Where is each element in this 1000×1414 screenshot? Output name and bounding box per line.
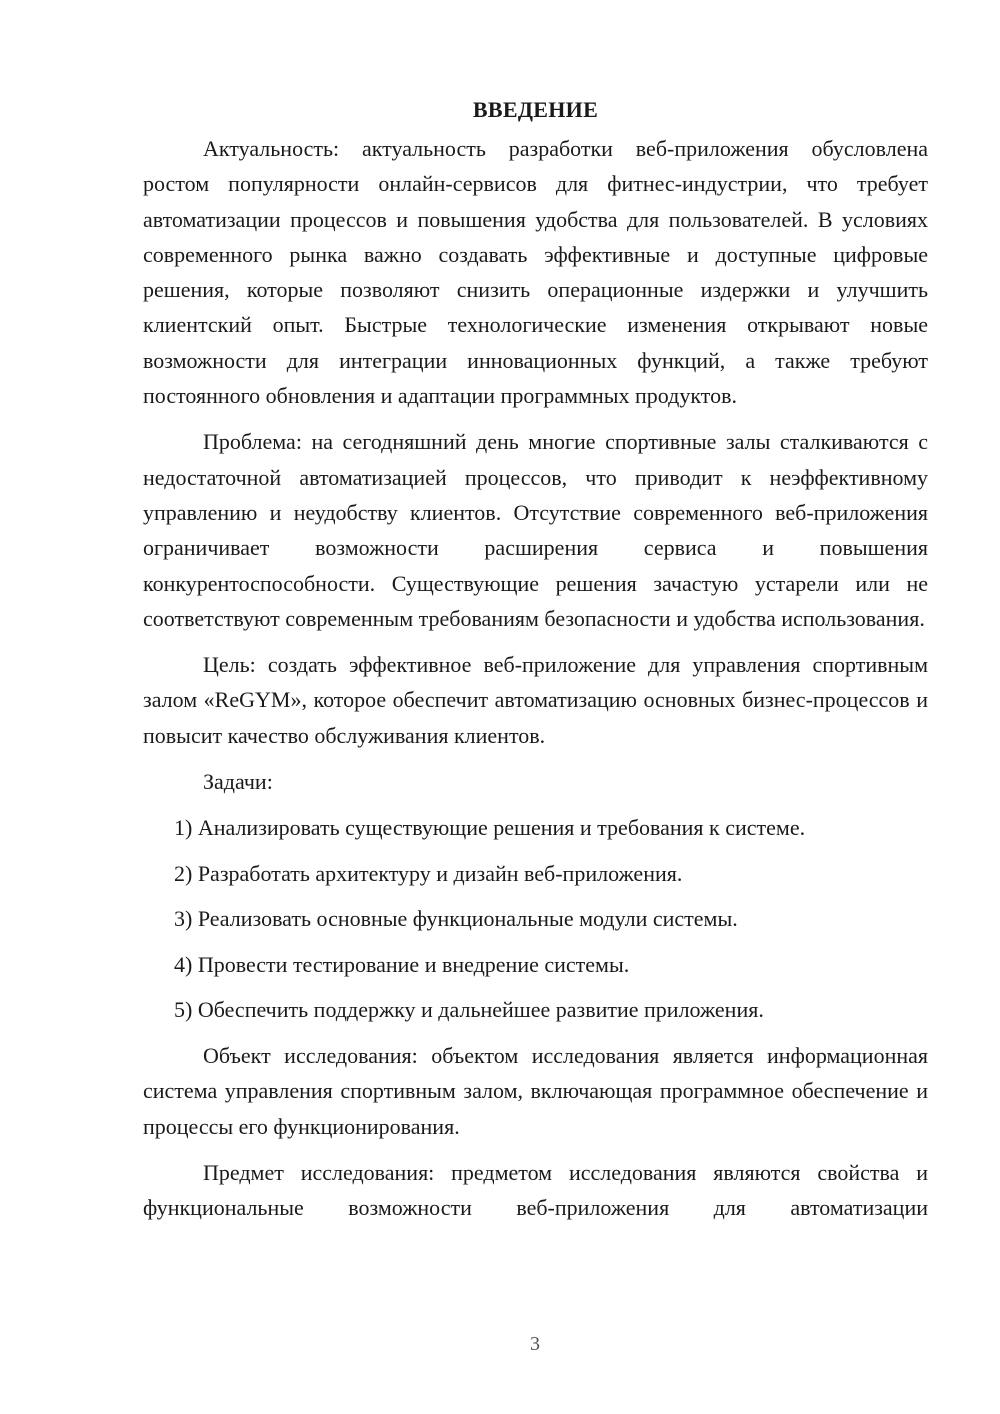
task-item: 3) Реализовать основные функциональные модули системы.: [174, 906, 738, 932]
task-list: [143, 810, 928, 1027]
task-item: 2) Разработать архитектуру и дизайн веб-приложения.: [174, 860, 683, 886]
document-page: [143, 92, 928, 1237]
page-number: 3: [530, 1333, 540, 1355]
paragraph-relevance: Актуальность: актуальность разработки веб-приложения обусловлена ростом популярности онлайн-сервисов для фитнес-индустрии, что требует автоматизации процессов и повышения удобства для пользователей. В условиях современного рынка важно создавать эффективные и доступные цифровые решения, которые позволяют снизить операционные издержки и улучшить клиентский опыт. Быстрые технологические изменения открывают новые возможности для интеграции инновационных функций, а также требуют постоянного обновления и адаптации программных продуктов.: [143, 136, 928, 409]
paragraph-object: Объект исследования: объектом исследования является информационная система управления спортивным залом, включающая программное обеспечение и процессы его функционирования.: [143, 1043, 928, 1139]
paragraph-goal: Цель: создать эффективное веб-приложение для управления спортивным залом «ReGYM», которое обеспечит автоматизацию основных бизнес-процессов и повысит качество обслуживания клиентов.: [143, 652, 928, 748]
task-item: 4) Провести тестирование и внедрение системы.: [174, 951, 630, 977]
paragraph-problem: Проблема: на сегодняшний день многие спортивные залы сталкиваются с недостаточной автоматизацией процессов, что приводит к неэффективному управлению и неудобству клиентов. Отсутствие современного веб-приложения ограничивает возможности расширения сервиса и повышения конкурентоспособности. Существующие решения зачастую устарели или не соответствуют современным требованиям безопасности и удобства использования.: [143, 429, 928, 631]
tasks-heading: Задачи:: [203, 769, 273, 795]
task-item: 1) Анализировать существующие решения и требования к системе.: [174, 815, 806, 841]
paragraph-subject: Предмет исследования: предметом исследования являются свойства и функциональные возможности веб-приложения для автоматизации: [143, 1159, 928, 1221]
document-title: ВВЕДЕНИЕ: [472, 97, 599, 122]
task-item: 5) Обеспечить поддержку и дальнейшее развитие приложения.: [174, 997, 764, 1023]
